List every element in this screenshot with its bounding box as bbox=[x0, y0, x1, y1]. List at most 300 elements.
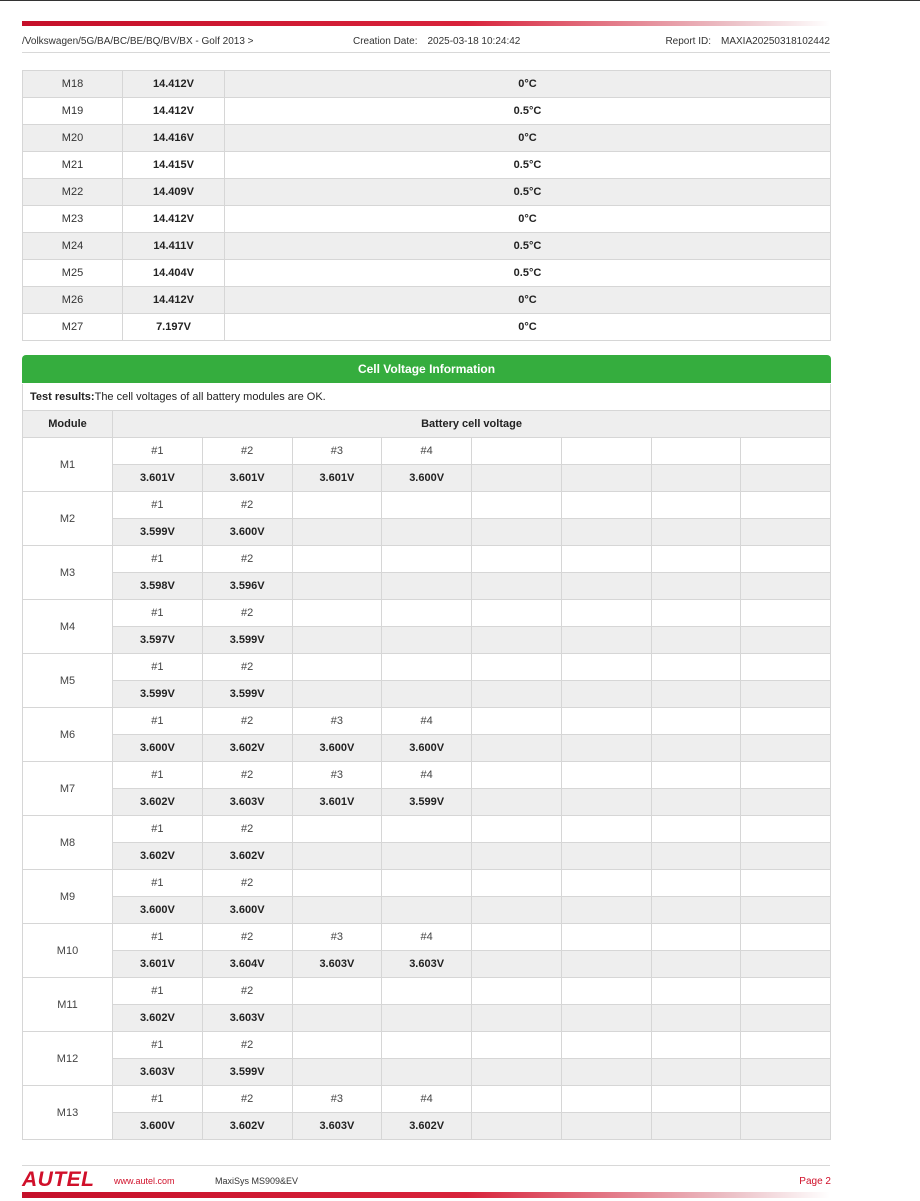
module-name-cell: M3 bbox=[23, 546, 113, 600]
cell-voltage-value: 3.599V bbox=[202, 1059, 292, 1086]
cell-index bbox=[741, 1032, 831, 1059]
cell-voltage-value bbox=[741, 735, 831, 762]
cell-index bbox=[651, 438, 741, 465]
table-row bbox=[23, 600, 831, 627]
cell-voltage-value bbox=[472, 843, 562, 870]
cell-voltage-value bbox=[472, 951, 562, 978]
voltage-cell: 14.411V bbox=[123, 233, 225, 260]
cell-index bbox=[561, 762, 651, 789]
module-cell: M25 bbox=[23, 260, 123, 287]
report-header bbox=[22, 34, 830, 50]
cell-index bbox=[651, 492, 741, 519]
cell-index: #2 bbox=[202, 492, 292, 519]
creation-date-value: 2025-03-18 10:24:42 bbox=[427, 36, 521, 47]
test-results bbox=[22, 384, 831, 410]
voltage-cell: 14.416V bbox=[123, 125, 225, 152]
cell-voltage-value bbox=[561, 735, 651, 762]
autel-logo: AUTEL bbox=[22, 1168, 95, 1191]
cell-index: #1 bbox=[113, 546, 203, 573]
table-row bbox=[23, 654, 831, 681]
cell-voltage-value bbox=[651, 519, 741, 546]
table-row bbox=[23, 951, 831, 978]
module-temperature-table bbox=[22, 70, 831, 341]
cell-voltage-value bbox=[741, 519, 831, 546]
cell-index bbox=[561, 1032, 651, 1059]
cell-index bbox=[292, 600, 382, 627]
cell-index bbox=[382, 978, 472, 1005]
cell-index bbox=[472, 1086, 562, 1113]
cell-voltage-value bbox=[741, 573, 831, 600]
cell-voltage-value: 3.603V bbox=[202, 789, 292, 816]
cell-index: #1 bbox=[113, 924, 203, 951]
cell-voltage-value: 3.602V bbox=[382, 1113, 472, 1140]
cell-voltage-value bbox=[561, 519, 651, 546]
table-row bbox=[23, 438, 831, 465]
cell-index bbox=[741, 546, 831, 573]
footer-accent-bar bbox=[22, 1192, 830, 1198]
cell-table-header bbox=[23, 411, 831, 438]
cell-voltage-value bbox=[561, 1059, 651, 1086]
cell-voltage-value: 3.603V bbox=[292, 1113, 382, 1140]
cell-index: #1 bbox=[113, 708, 203, 735]
cell-voltage-value bbox=[651, 1005, 741, 1032]
cell-voltage-value bbox=[292, 1005, 382, 1032]
module-name-cell: M4 bbox=[23, 600, 113, 654]
module-column-header: Module bbox=[23, 411, 113, 438]
voltage-cell: 7.197V bbox=[123, 314, 225, 341]
table-row bbox=[23, 71, 831, 98]
cell-index bbox=[741, 438, 831, 465]
cell-index: #2 bbox=[202, 762, 292, 789]
module-name-cell: M8 bbox=[23, 816, 113, 870]
voltage-cell: 14.415V bbox=[123, 152, 225, 179]
cell-index: #1 bbox=[113, 600, 203, 627]
cell-index: #4 bbox=[382, 924, 472, 951]
cell-voltage-value bbox=[472, 1059, 562, 1086]
table-row bbox=[23, 152, 831, 179]
table-row bbox=[23, 681, 831, 708]
cell-voltage-value bbox=[472, 735, 562, 762]
cell-index bbox=[741, 924, 831, 951]
cell-voltage-value bbox=[472, 465, 562, 492]
table-row bbox=[23, 1086, 831, 1113]
cell-voltage-value: 3.602V bbox=[113, 843, 203, 870]
cell-index bbox=[472, 816, 562, 843]
cell-voltage-value: 3.602V bbox=[113, 789, 203, 816]
module-name-cell: M12 bbox=[23, 1032, 113, 1086]
cell-voltage-value: 3.601V bbox=[113, 951, 203, 978]
temperature-cell: 0.5°C bbox=[225, 260, 831, 287]
table-row bbox=[23, 573, 831, 600]
cell-voltage-value bbox=[561, 897, 651, 924]
cell-voltage-value bbox=[382, 519, 472, 546]
cell-voltage-value bbox=[561, 789, 651, 816]
table-row bbox=[23, 843, 831, 870]
cell-voltage-value bbox=[651, 1113, 741, 1140]
module-cell: M21 bbox=[23, 152, 123, 179]
table-row bbox=[23, 897, 831, 924]
table-row bbox=[23, 816, 831, 843]
cell-voltage-value bbox=[651, 465, 741, 492]
cell-index: #2 bbox=[202, 546, 292, 573]
cell-index bbox=[651, 708, 741, 735]
cell-index bbox=[651, 600, 741, 627]
temperature-cell: 0.5°C bbox=[225, 98, 831, 125]
cell-voltage-value: 3.600V bbox=[113, 897, 203, 924]
cell-index bbox=[651, 546, 741, 573]
cell-voltage-value bbox=[472, 627, 562, 654]
cell-voltage-value bbox=[561, 1005, 651, 1032]
cell-voltage-value: 3.603V bbox=[292, 951, 382, 978]
temperature-cell: 0.5°C bbox=[225, 152, 831, 179]
voltage-cell: 14.412V bbox=[123, 287, 225, 314]
cell-index: #1 bbox=[113, 870, 203, 897]
table-row bbox=[23, 924, 831, 951]
cell-voltage-table bbox=[22, 410, 831, 1140]
cell-voltage-value: 3.603V bbox=[382, 951, 472, 978]
cell-voltage-value: 3.600V bbox=[382, 465, 472, 492]
cell-index bbox=[472, 870, 562, 897]
page-number: Page 2 bbox=[799, 1176, 831, 1187]
table-row bbox=[23, 708, 831, 735]
cell-index: #2 bbox=[202, 978, 292, 1005]
test-results-label: Test results: bbox=[30, 391, 95, 403]
cell-voltage-value bbox=[382, 1059, 472, 1086]
cell-index bbox=[472, 924, 562, 951]
module-name-cell: M2 bbox=[23, 492, 113, 546]
test-results-text: The cell voltages of all battery modules are OK. bbox=[94, 391, 326, 403]
module-name-cell: M7 bbox=[23, 762, 113, 816]
module-name-cell: M6 bbox=[23, 708, 113, 762]
report-id-value: MAXIA20250318102442 bbox=[721, 36, 830, 47]
cell-index bbox=[472, 978, 562, 1005]
cell-voltage-value: 3.599V bbox=[113, 681, 203, 708]
table-row bbox=[23, 125, 831, 152]
cell-index bbox=[292, 870, 382, 897]
table-row bbox=[23, 287, 831, 314]
cell-voltage-column-header: Battery cell voltage bbox=[113, 411, 831, 438]
cell-voltage-value bbox=[292, 519, 382, 546]
cell-voltage-value bbox=[472, 897, 562, 924]
creation-date bbox=[353, 36, 520, 47]
cell-voltage-value bbox=[741, 951, 831, 978]
temperature-cell: 0.5°C bbox=[225, 179, 831, 206]
cell-voltage-value: 3.602V bbox=[202, 1113, 292, 1140]
temperature-cell: 0°C bbox=[225, 71, 831, 98]
cell-voltage-value bbox=[741, 789, 831, 816]
cell-index: #2 bbox=[202, 924, 292, 951]
cell-index bbox=[651, 1032, 741, 1059]
top-rule bbox=[0, 0, 920, 1]
cell-index bbox=[561, 492, 651, 519]
cell-voltage-value bbox=[651, 681, 741, 708]
cell-voltage-value: 3.604V bbox=[202, 951, 292, 978]
cell-index bbox=[292, 492, 382, 519]
header-accent-bar bbox=[22, 21, 830, 26]
vehicle-breadcrumb: /Volkswagen/5G/BA/BC/BE/BQ/BV/BX - Golf 2013 > bbox=[22, 36, 254, 47]
table-row bbox=[23, 179, 831, 206]
cell-voltage-value: 3.601V bbox=[292, 465, 382, 492]
voltage-cell: 14.404V bbox=[123, 260, 225, 287]
table-row bbox=[23, 1005, 831, 1032]
cell-index: #2 bbox=[202, 1032, 292, 1059]
cell-index bbox=[382, 600, 472, 627]
cell-voltage-value bbox=[651, 1059, 741, 1086]
cell-index: #1 bbox=[113, 1032, 203, 1059]
cell-index bbox=[561, 924, 651, 951]
cell-voltage-value: 3.600V bbox=[113, 1113, 203, 1140]
module-cell: M27 bbox=[23, 314, 123, 341]
cell-voltage-value bbox=[741, 1113, 831, 1140]
module-name-cell: M9 bbox=[23, 870, 113, 924]
cell-index bbox=[382, 492, 472, 519]
cell-index: #3 bbox=[292, 438, 382, 465]
cell-index bbox=[741, 870, 831, 897]
temperature-cell: 0°C bbox=[225, 314, 831, 341]
cell-index: #3 bbox=[292, 924, 382, 951]
cell-index: #2 bbox=[202, 654, 292, 681]
temperature-cell: 0°C bbox=[225, 287, 831, 314]
cell-voltage-value bbox=[292, 627, 382, 654]
cell-index bbox=[561, 438, 651, 465]
voltage-cell: 14.412V bbox=[123, 98, 225, 125]
module-cell: M24 bbox=[23, 233, 123, 260]
module-cell: M26 bbox=[23, 287, 123, 314]
cell-voltage-value bbox=[651, 627, 741, 654]
cell-index: #2 bbox=[202, 600, 292, 627]
cell-index: #1 bbox=[113, 438, 203, 465]
table-row bbox=[23, 260, 831, 287]
table-row bbox=[23, 492, 831, 519]
cell-index bbox=[292, 978, 382, 1005]
cell-index: #4 bbox=[382, 762, 472, 789]
cell-voltage-value bbox=[561, 1113, 651, 1140]
cell-index bbox=[561, 978, 651, 1005]
cell-index bbox=[561, 1086, 651, 1113]
cell-index: #2 bbox=[202, 1086, 292, 1113]
cell-index: #3 bbox=[292, 1086, 382, 1113]
cell-voltage-value: 3.597V bbox=[113, 627, 203, 654]
table-row bbox=[23, 98, 831, 125]
cell-index bbox=[741, 600, 831, 627]
cell-index: #2 bbox=[202, 438, 292, 465]
cell-index bbox=[561, 654, 651, 681]
temperature-cell: 0°C bbox=[225, 206, 831, 233]
cell-voltage-value bbox=[561, 573, 651, 600]
table-row bbox=[23, 762, 831, 789]
cell-index bbox=[651, 924, 741, 951]
cell-index: #1 bbox=[113, 816, 203, 843]
cell-voltage-value: 3.599V bbox=[202, 681, 292, 708]
table-row bbox=[23, 206, 831, 233]
module-cell: M18 bbox=[23, 71, 123, 98]
voltage-cell: 14.409V bbox=[123, 179, 225, 206]
table-row bbox=[23, 519, 831, 546]
table-row bbox=[23, 1113, 831, 1140]
cell-voltage-value bbox=[741, 1059, 831, 1086]
module-cell: M23 bbox=[23, 206, 123, 233]
cell-index: #4 bbox=[382, 1086, 472, 1113]
cell-index bbox=[561, 600, 651, 627]
cell-index bbox=[651, 870, 741, 897]
voltage-cell: 14.412V bbox=[123, 71, 225, 98]
temperature-cell: 0°C bbox=[225, 125, 831, 152]
module-name-cell: M13 bbox=[23, 1086, 113, 1140]
cell-index bbox=[561, 708, 651, 735]
cell-index bbox=[561, 546, 651, 573]
cell-voltage-value bbox=[382, 1005, 472, 1032]
cell-voltage-value: 3.601V bbox=[113, 465, 203, 492]
voltage-cell: 14.412V bbox=[123, 206, 225, 233]
cell-index bbox=[382, 1032, 472, 1059]
table-row bbox=[23, 735, 831, 762]
cell-index bbox=[472, 438, 562, 465]
cell-index bbox=[292, 1032, 382, 1059]
cell-voltage-value bbox=[382, 573, 472, 600]
temperature-cell: 0.5°C bbox=[225, 233, 831, 260]
cell-index bbox=[382, 870, 472, 897]
cell-voltage-value: 3.601V bbox=[202, 465, 292, 492]
cell-voltage-value: 3.600V bbox=[292, 735, 382, 762]
cell-voltage-value bbox=[651, 735, 741, 762]
cell-index bbox=[651, 978, 741, 1005]
cell-voltage-value: 3.599V bbox=[113, 519, 203, 546]
table-row bbox=[23, 870, 831, 897]
table-row bbox=[23, 314, 831, 341]
table-row bbox=[23, 1032, 831, 1059]
cell-index bbox=[561, 870, 651, 897]
cell-voltage-value: 3.602V bbox=[202, 843, 292, 870]
cell-voltage-value bbox=[741, 681, 831, 708]
cell-index bbox=[741, 978, 831, 1005]
module-name-cell: M5 bbox=[23, 654, 113, 708]
cell-voltage-value bbox=[741, 1005, 831, 1032]
cell-voltage-value: 3.603V bbox=[202, 1005, 292, 1032]
cell-voltage-value bbox=[651, 843, 741, 870]
cell-index bbox=[472, 762, 562, 789]
cell-voltage-value bbox=[472, 789, 562, 816]
cell-voltage-value bbox=[651, 573, 741, 600]
cell-index bbox=[741, 816, 831, 843]
cell-index bbox=[741, 708, 831, 735]
cell-voltage-value bbox=[741, 843, 831, 870]
cell-index: #3 bbox=[292, 762, 382, 789]
cell-voltage-value bbox=[741, 627, 831, 654]
cell-voltage-value: 3.599V bbox=[382, 789, 472, 816]
cell-voltage-value bbox=[472, 519, 562, 546]
cell-voltage-value bbox=[292, 681, 382, 708]
cell-index bbox=[741, 1086, 831, 1113]
header-divider bbox=[22, 52, 830, 53]
cell-index bbox=[472, 654, 562, 681]
cell-index: #4 bbox=[382, 438, 472, 465]
cell-voltage-value bbox=[651, 897, 741, 924]
cell-voltage-value bbox=[292, 897, 382, 924]
cell-index bbox=[472, 1032, 562, 1059]
cell-index bbox=[382, 654, 472, 681]
cell-voltage-value bbox=[472, 681, 562, 708]
cell-index bbox=[292, 546, 382, 573]
cell-voltage-value: 3.600V bbox=[382, 735, 472, 762]
cell-voltage-value bbox=[382, 843, 472, 870]
cell-index: #3 bbox=[292, 708, 382, 735]
cell-voltage-value bbox=[741, 465, 831, 492]
report-id bbox=[665, 36, 830, 47]
cell-voltage-value bbox=[561, 465, 651, 492]
cell-voltage-value: 3.603V bbox=[113, 1059, 203, 1086]
cell-index bbox=[651, 654, 741, 681]
cell-index bbox=[382, 546, 472, 573]
cell-voltage-value bbox=[561, 951, 651, 978]
cell-index bbox=[472, 546, 562, 573]
cell-voltage-value: 3.602V bbox=[202, 735, 292, 762]
cell-voltage-value bbox=[292, 1059, 382, 1086]
module-name-cell: M1 bbox=[23, 438, 113, 492]
cell-index: #1 bbox=[113, 654, 203, 681]
cell-voltage-value bbox=[741, 897, 831, 924]
table-row bbox=[23, 627, 831, 654]
table-row bbox=[23, 546, 831, 573]
cell-voltage-value bbox=[651, 789, 741, 816]
cell-voltage-value bbox=[651, 951, 741, 978]
module-name-cell: M11 bbox=[23, 978, 113, 1032]
cell-voltage-value bbox=[382, 897, 472, 924]
cell-voltage-value bbox=[382, 681, 472, 708]
cell-index bbox=[382, 816, 472, 843]
table-row bbox=[23, 1059, 831, 1086]
cell-voltage-value: 3.598V bbox=[113, 573, 203, 600]
cell-voltage-value: 3.600V bbox=[202, 519, 292, 546]
cell-index bbox=[651, 816, 741, 843]
module-cell: M22 bbox=[23, 179, 123, 206]
cell-index bbox=[472, 600, 562, 627]
cell-index bbox=[741, 762, 831, 789]
website-link[interactable]: www.autel.com bbox=[114, 1176, 175, 1186]
cell-voltage-value: 3.596V bbox=[202, 573, 292, 600]
table-row bbox=[23, 978, 831, 1005]
cell-index: #1 bbox=[113, 1086, 203, 1113]
cell-index bbox=[741, 654, 831, 681]
cell-voltage-value bbox=[472, 1005, 562, 1032]
cell-voltage-value bbox=[561, 843, 651, 870]
cell-index bbox=[292, 816, 382, 843]
cell-index: #1 bbox=[113, 492, 203, 519]
cell-voltage-value: 3.599V bbox=[202, 627, 292, 654]
cell-index bbox=[472, 492, 562, 519]
cell-index: #2 bbox=[202, 870, 292, 897]
cell-index: #1 bbox=[113, 762, 203, 789]
cell-voltage-value bbox=[561, 681, 651, 708]
module-cell: M20 bbox=[23, 125, 123, 152]
cell-voltage-value bbox=[472, 573, 562, 600]
cell-voltage-value bbox=[292, 573, 382, 600]
cell-index: #4 bbox=[382, 708, 472, 735]
cell-index: #2 bbox=[202, 816, 292, 843]
cell-index bbox=[651, 762, 741, 789]
cell-index bbox=[651, 1086, 741, 1113]
module-name-cell: M10 bbox=[23, 924, 113, 978]
report-id-label: Report ID: bbox=[665, 36, 712, 47]
creation-date-label: Creation Date: bbox=[353, 36, 418, 47]
cell-index bbox=[561, 816, 651, 843]
table-row bbox=[23, 789, 831, 816]
device-model: MaxiSys MS909&EV bbox=[215, 1176, 299, 1186]
cell-voltage-value bbox=[472, 1113, 562, 1140]
cell-voltage-value: 3.600V bbox=[202, 897, 292, 924]
cell-voltage-value bbox=[561, 627, 651, 654]
cell-index bbox=[292, 654, 382, 681]
cell-index: #1 bbox=[113, 978, 203, 1005]
